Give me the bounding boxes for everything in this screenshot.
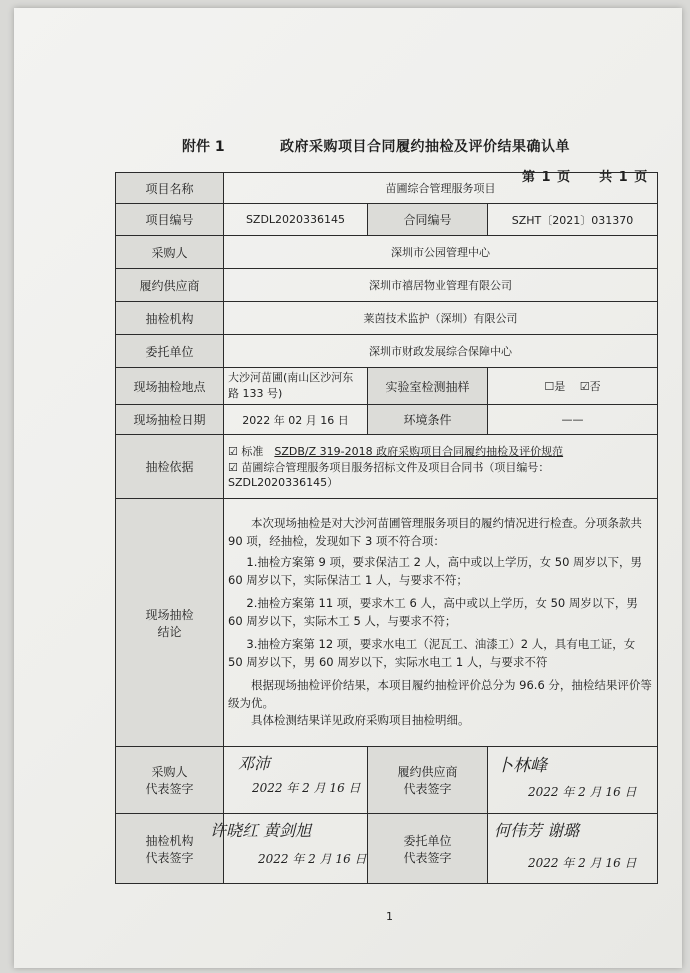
lab-sampling-value: [488, 368, 658, 405]
conclusion-label: 现场抽检 结论: [116, 499, 224, 747]
purchaser-label: 采购人: [116, 236, 224, 269]
conclusion-detail: 具体检测结果详见政府采购项目抽检明细。: [251, 713, 470, 728]
supplier-sign-label: 履约供应商 代表签字: [368, 747, 488, 814]
entrust-signature: 何伟芳 谢璐: [494, 821, 580, 840]
conclusion-content: [224, 499, 658, 747]
document-title: 政府采购项目合同履约抽检及评价结果确认单: [280, 139, 570, 155]
lab-yes-checkbox: ☐是: [544, 380, 566, 393]
entrust-signature-cell: [488, 814, 658, 884]
inspector-sign-label: 抽检机构 代表签字: [116, 814, 224, 884]
env-value: ——: [488, 405, 658, 435]
page-count: 第 1 页 共 1 页: [522, 170, 649, 185]
basis-item-contract: ☑ 苗圃综合管理服务项目服务招标文件及项目合同书（项目编号：SZDL2020336145）: [228, 460, 550, 489]
supplier-label: 履约供应商: [116, 269, 224, 302]
entrust-sign-date: 2022 年 2 月 16 日: [528, 856, 637, 870]
date-value: 2022 年 02 月 16 日: [224, 405, 368, 435]
contract-no-value: SZHT〔2021〕031370: [488, 204, 658, 236]
site-label: 现场抽检地点: [116, 368, 224, 405]
purchaser-signature-cell: [224, 747, 368, 814]
purchaser-sign-date: 2022 年 2 月 16 日: [252, 781, 361, 795]
basis-item-standard: ☑ 标准 SZDB/Z 319-2018 政府采购项目合同履约抽检及评价规范: [228, 444, 564, 458]
lab-no-checkbox: ☑否: [579, 380, 601, 393]
attachment-label: 附件 1: [182, 139, 225, 155]
basis-content: [224, 435, 658, 499]
lab-label: 实验室检测抽样: [368, 368, 488, 405]
purchaser-value: 深圳市公园管理中心: [224, 236, 658, 269]
entrust-value: 深圳市财政发展综合保障中心: [224, 335, 658, 368]
project-no-value: SZDL2020336145: [224, 204, 368, 236]
nonconformity-1: 1.抽检方案第 9 项，要求保洁工 2 人，高中或以上学历，女 50 周岁以下，男 60 周岁以下，实际保洁工 1 人，与要求不符；: [228, 555, 643, 587]
entrust-label: 委托单位: [116, 335, 224, 368]
inspector-value: 莱茵技术监护（深圳）有限公司: [224, 302, 658, 335]
page-number: 1: [386, 910, 393, 923]
basis-standard-text: SZDB/Z 319-2018 政府采购项目合同履约抽检及评价规范: [274, 444, 564, 458]
supplier-signature-cell: [488, 747, 658, 814]
inspector-sign-date: 2022 年 2 月 16 日: [258, 852, 367, 866]
basis-label: 抽检依据: [116, 435, 224, 499]
purchaser-sign-label: 采购人 代表签字: [116, 747, 224, 814]
inspector-signature-cell: [210, 814, 368, 884]
project-name-value: 苗圃综合管理服务项目: [224, 173, 658, 204]
date-label: 现场抽检日期: [116, 405, 224, 435]
env-label: 环境条件: [368, 405, 488, 435]
site-value: 大沙河苗圃(南山区沙河东路 133 号): [224, 368, 368, 405]
project-name-label: 项目名称: [116, 173, 224, 204]
supplier-signature: 卜林峰: [496, 756, 547, 776]
conclusion-intro: 本次现场抽检是对大沙河苗圃管理服务项目的履约情况进行检查。分项条款共 90 项，经抽检，发现如下 3 项不符合项：: [228, 516, 642, 548]
purchaser-signature: 邓沛: [238, 754, 271, 773]
supplier-sign-date: 2022 年 2 月 16 日: [528, 785, 637, 799]
nonconformity-2: 2.抽检方案第 11 项，要求木工 6 人，高中或以上学历，女 50 周岁以下，男 60 周岁以下，实际木工 5 人，与要求不符；: [228, 596, 638, 628]
nonconformity-3: 3.抽检方案第 12 项，要求水电工（泥瓦工、油漆工）2 人，具有电工证，女 50 周岁以下，男 60 周岁以下，实际水电工 1 人，与要求不符: [228, 637, 636, 669]
inspector-signature: 许晓红 黄剑旭: [210, 821, 312, 840]
contract-no-label: 合同编号: [368, 204, 488, 236]
entrust-sign-label: 委托单位 代表签字: [368, 814, 488, 884]
inspector-label: 抽检机构: [116, 302, 224, 335]
supplier-value: 深圳市禧居物业管理有限公司: [224, 269, 658, 302]
conclusion-result: 根据现场抽检评价结果，本项目履约抽检评价总分为 96.6 分，抽检结果评价等级为优。: [228, 678, 652, 710]
confirmation-form: [115, 172, 658, 884]
project-no-label: 项目编号: [116, 204, 224, 236]
